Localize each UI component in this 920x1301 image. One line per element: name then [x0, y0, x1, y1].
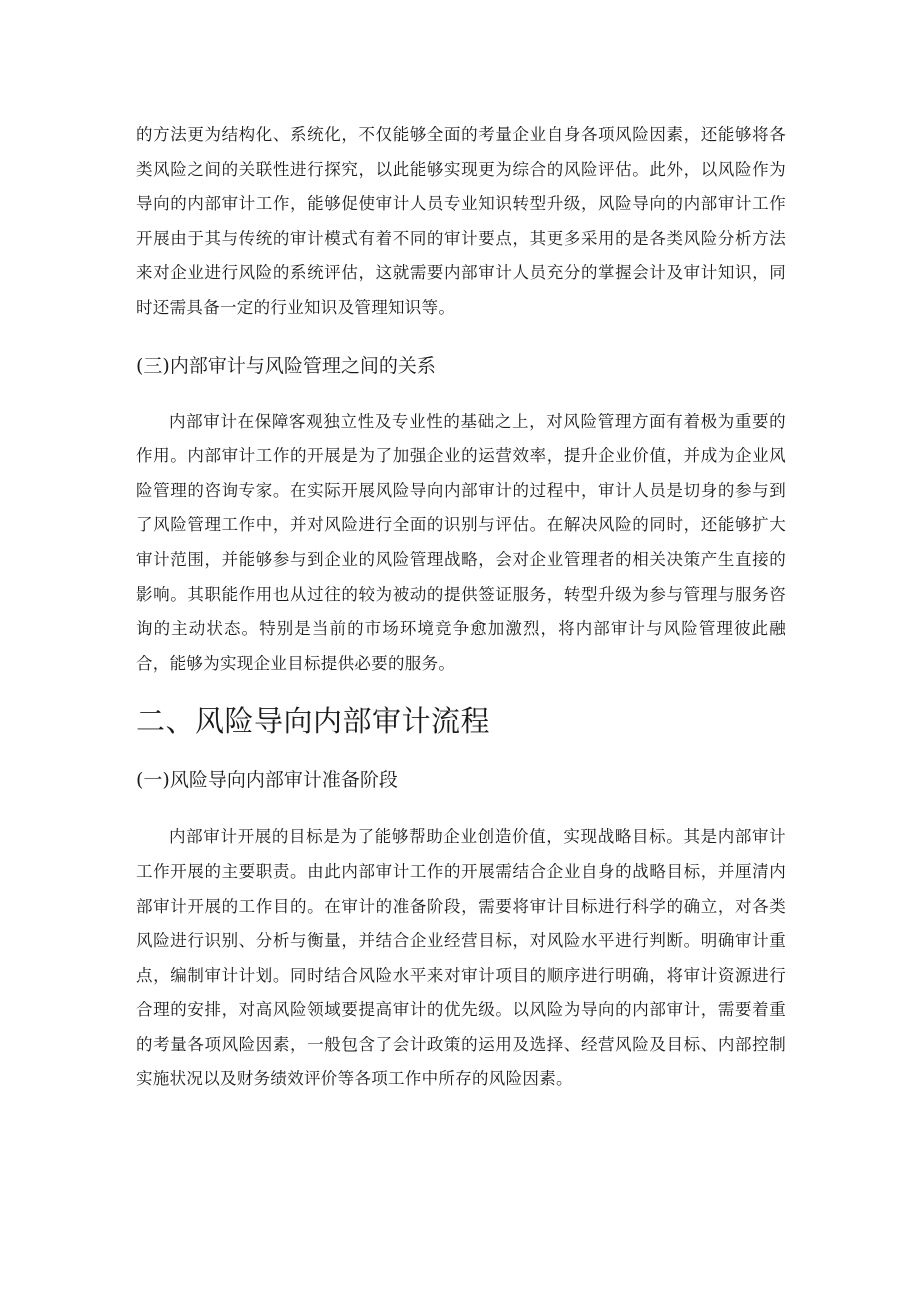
section-heading: 二、风险导向内部审计流程: [136, 704, 491, 739]
body-paragraph: 内部审计在保障客观独立性及专业性的基础之上，对风险管理方面有着极为重要的作用。内部审计工作的开展是为了加强企业的运营效率，提升企业价值，并成为企业风险管理的咨询专家。在实际开展风险导向内部审计的过程中，审计人员是切身的参与到了风险管理工作中，并对风险进行全面的识别与评估。在解决风险的同时，还能够扩大审计范围，并能够参与到企业的风险管理战略，会对企业管理者的相关决策产生直接的影响。其职能作用也从过往的较为被动的提供签证服务，转型升级为参与管理与服务咨询的主动状态。特别是当前的市场环境竞争愈加激烈，将内部审计与风险管理彼此融合，能够为实现企业目标提供必要的服务。: [136, 411, 786, 673]
section-subheading: (三)内部审计与风险管理之间的关系: [136, 354, 436, 377]
body-paragraph: 的方法更为结构化、系统化，不仅能够全面的考量企业自身各项风险因素，还能够将各类风险之间的关联性进行探究，以此能够实现更为综合的风险评估。此外，以风险作为导向的内部审计工作，能够促使审计人员专业知识转型升级，风险导向的内部审计工作开展由于其与传统的审计模式有着不同的审计要点，其更多采用的是各类风险分析方法来对企业进行风险的系统评估，这就需要内部审计人员充分的掌握会计及审计知识，同时还需具备一定的行业知识及管理知识等。: [136, 125, 786, 317]
section-subheading: (一)风险导向内部审计准备阶段: [136, 769, 398, 792]
body-paragraph: 内部审计开展的目标是为了能够帮助企业创造价值，实现战略目标。其是内部审计工作开展的主要职责。由此内部审计工作的开展需结合企业自身的战略目标，并厘清内部审计开展的工作目的。在审计的准备阶段，需要将审计目标进行科学的确立，对各类风险进行识别、分析与衡量，并结合企业经营目标，对风险水平进行判断。明确审计重点，编制审计计划。同时结合风险水平来对审计项目的顺序进行明确，将审计资源进行合理的安排，对高风险领域要提高审计的优先级。以风险为导向的内部审计，需要着重的考量各项风险因素，一般包含了会计政策的运用及选择、经营风险及目标、内部控制实施状况以及财务绩效评价等各项工作中所存的风险因素。: [136, 827, 786, 1089]
document-page: [136, 118, 786, 1097]
